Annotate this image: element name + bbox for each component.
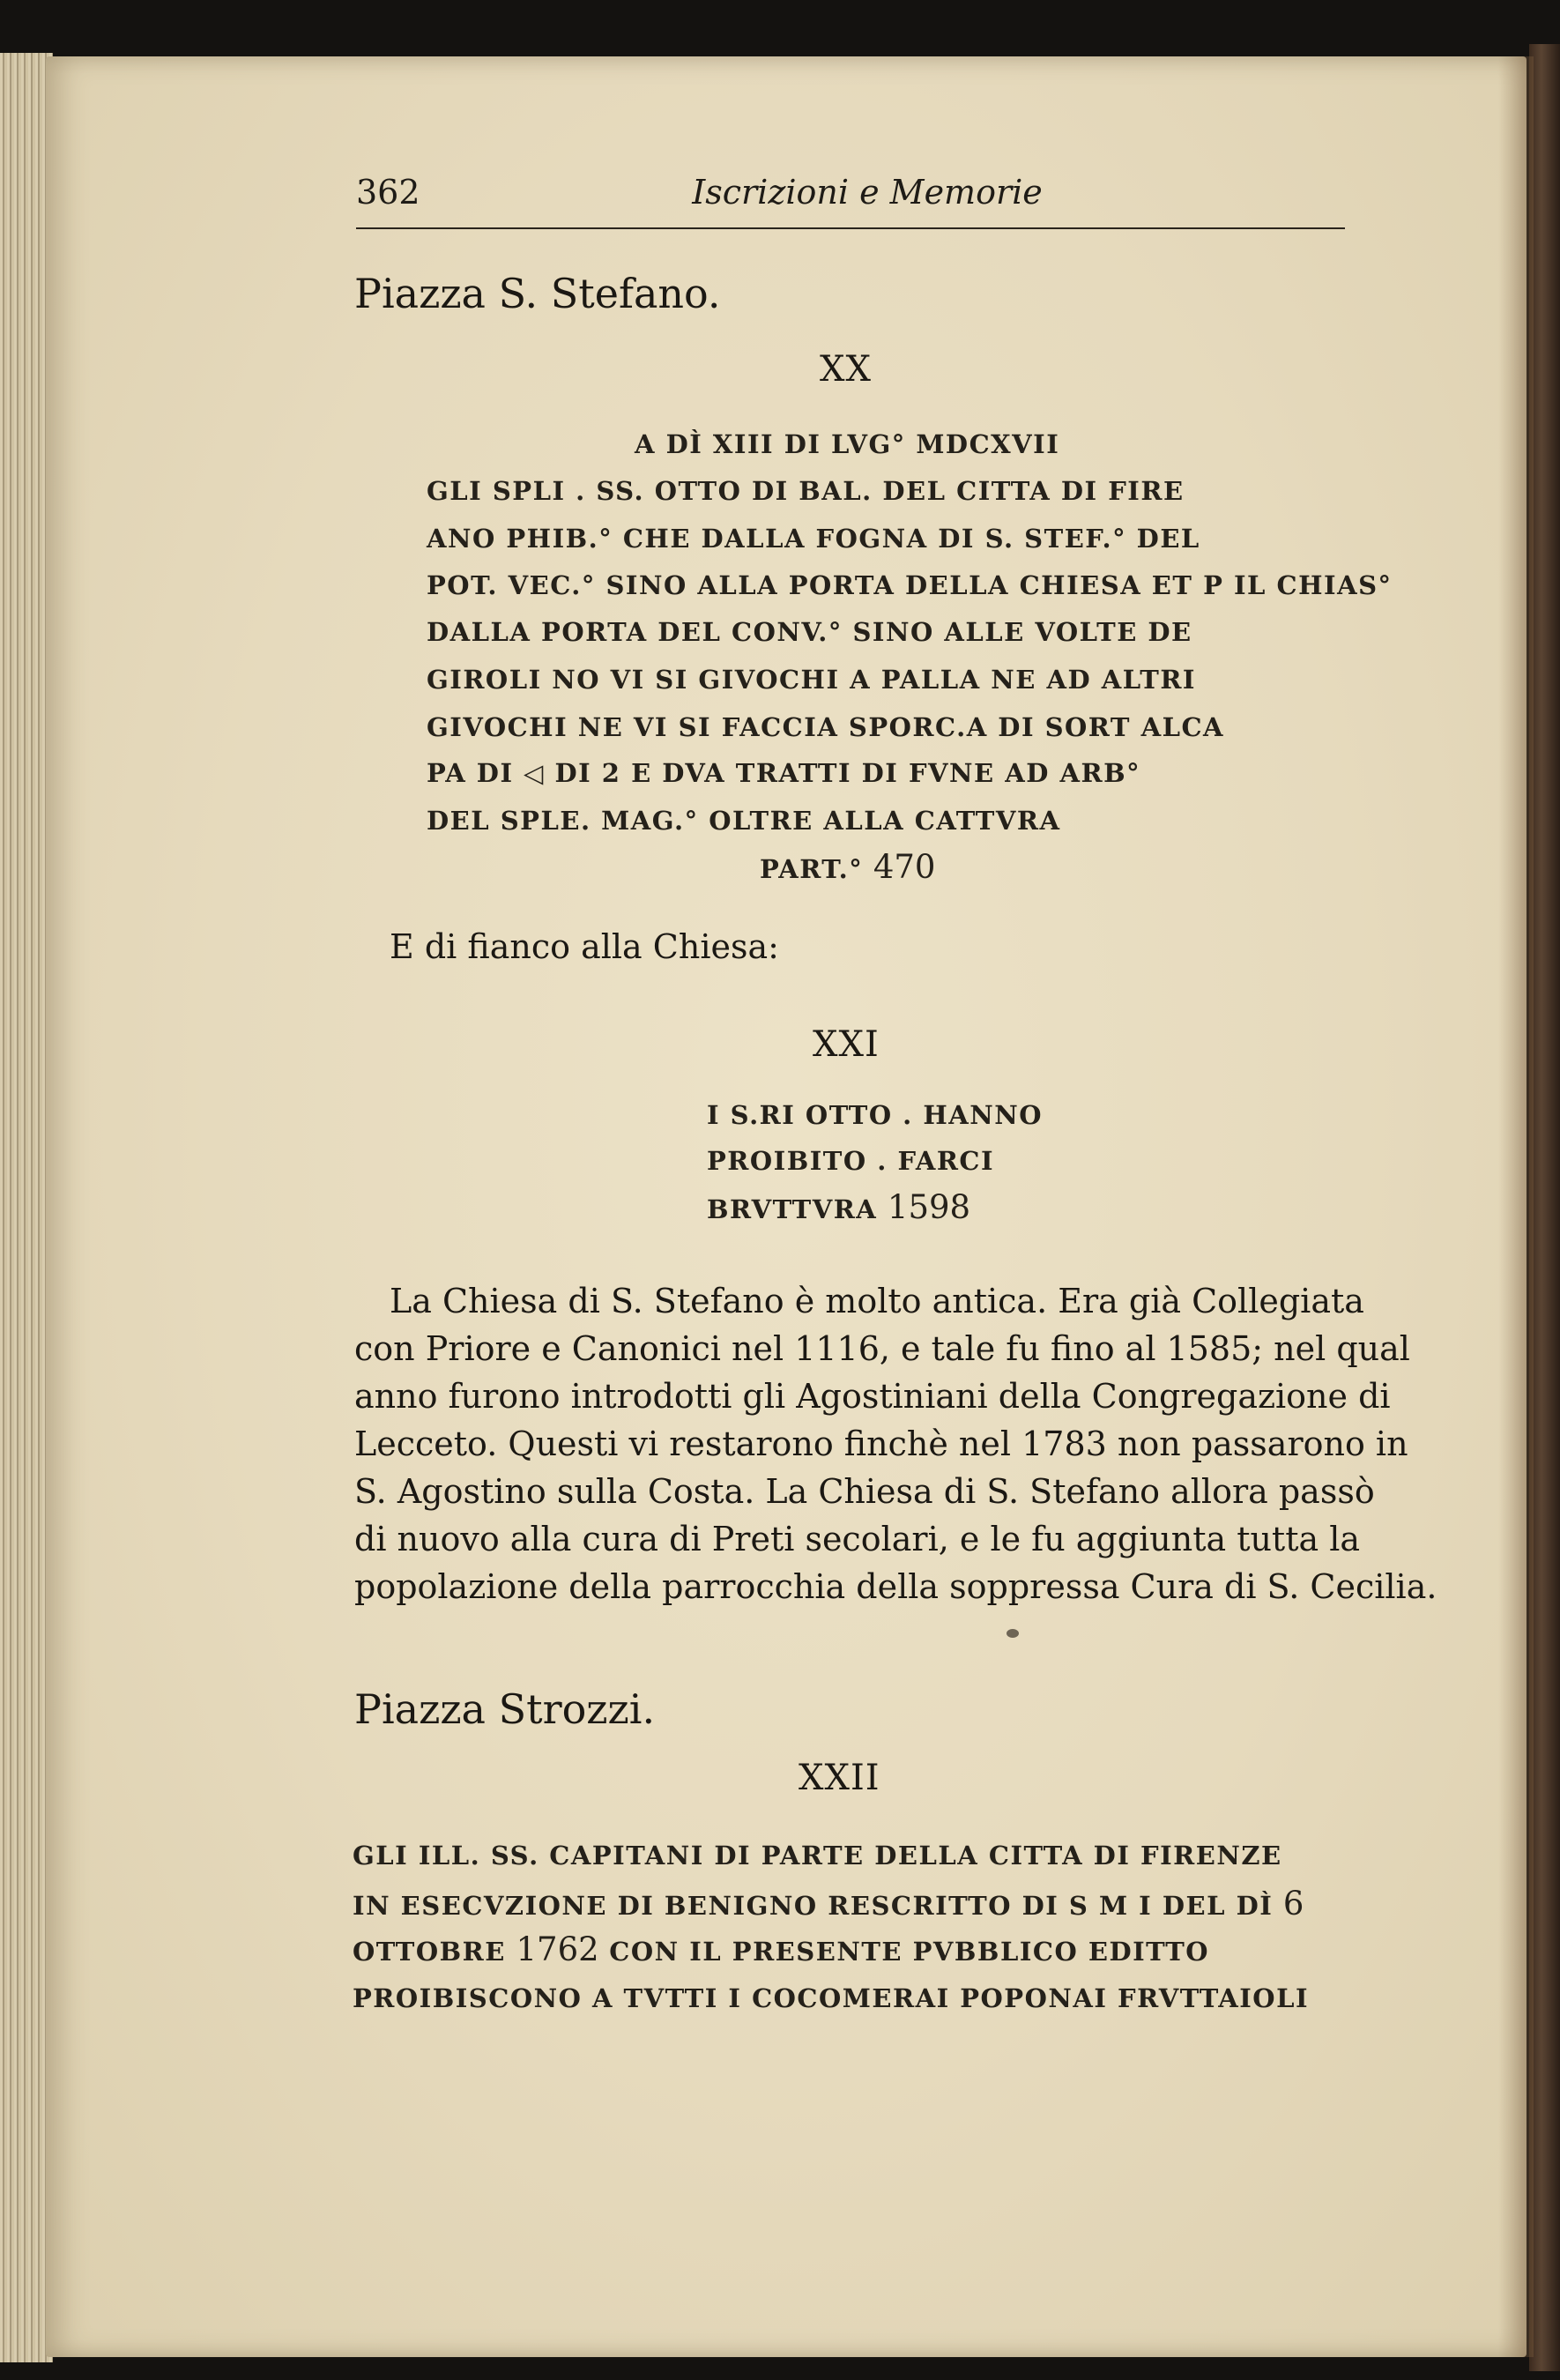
paragraph-line: Lecceto. Questi vi restarono finchè nel 1783 non passarono in bbox=[354, 1424, 1408, 1463]
inscription-line bbox=[353, 1885, 1304, 1923]
page-block-edge bbox=[0, 53, 53, 2362]
inscription-numeral-xxi: XXI bbox=[813, 1024, 880, 1065]
inscription-line: PROIBISCONO A TVTTI I COCOMERAI POPONAI FRVTTAIOLI bbox=[353, 1983, 1310, 2013]
inscription-line bbox=[707, 1188, 970, 1226]
inscription-line bbox=[760, 848, 935, 886]
section-heading-strozzi: Piazza Strozzi. bbox=[354, 1685, 656, 1733]
inscription-line-text: PART.° bbox=[760, 854, 864, 884]
inscription-line-text: BRVTTVRA bbox=[707, 1194, 878, 1224]
paragraph-line: La Chiesa di S. Stefano è molto antica. Era già Collegiata bbox=[390, 1282, 1364, 1320]
inscription-line: DEL SPLE. MAG.° OLTRE ALLA CATTVRA bbox=[427, 806, 1061, 836]
inscription-line-text: CON IL PRESENTE PVBBLICO EDITTO bbox=[609, 1937, 1210, 1967]
inscription-line: ANO PHIB.° CHE DALLA FOGNA DI S. STEF.° DEL bbox=[427, 524, 1200, 554]
book-cover-edge bbox=[1529, 44, 1560, 2371]
paragraph-line: popolazione della parrocchia della soppressa Cura di S. Cecilia. bbox=[354, 1567, 1437, 1606]
section-heading-santo-stefano: Piazza S. Stefano. bbox=[354, 270, 721, 317]
inscription-line: GLI SPLI . SS. OTTO DI BAL. DEL CITTA DI FIRE bbox=[427, 476, 1185, 506]
inscription-line: I S.RI OTTO . HANNO bbox=[707, 1100, 1044, 1130]
paragraph-line: con Priore e Canonici nel 1116, e tale fu fino al 1585; nel qual bbox=[354, 1329, 1410, 1368]
page-gutter-shadow bbox=[1498, 56, 1534, 2357]
inscription-line: GLI ILL. SS. CAPITANI DI PARTE DELLA CITTA DI FIRENZE bbox=[353, 1841, 1282, 1871]
inscription-line-text: OTTOBRE bbox=[353, 1937, 506, 1967]
page-number: 362 bbox=[356, 173, 420, 212]
running-title: Iscrizioni e Memorie bbox=[692, 173, 1043, 212]
header-rule bbox=[356, 227, 1345, 229]
intro-text: E di fianco alla Chiesa: bbox=[390, 927, 779, 966]
inscription-numeral-xxii: XXII bbox=[799, 1758, 880, 1798]
inscription-line: GIROLI NO VI SI GIVOCHI A PALLA NE AD ALTRI bbox=[427, 665, 1197, 695]
inscription-line: PA DI ◁ DI 2 E DVA TRATTI DI FVNE AD ARB° bbox=[427, 758, 1141, 788]
inscription-line bbox=[353, 1930, 1209, 1968]
inscription-line: GIVOCHI NE VI SI FACCIA SPORC.A DI SORT ALCA bbox=[427, 712, 1225, 742]
paragraph-line: anno furono introdotti gli Agostiniani della Congregazione di bbox=[354, 1377, 1391, 1416]
inscription-number: 1598 bbox=[887, 1188, 971, 1226]
inscription-line: PROIBITO . FARCI bbox=[707, 1146, 995, 1176]
inscription-line: POT. VEC.° SINO ALLA PORTA DELLA CHIESA ET P IL CHIAS° bbox=[427, 570, 1393, 600]
inscription-number: 470 bbox=[873, 848, 936, 886]
inscription-line-text: IN ESECVZIONE DI BENIGNO RESCRITTO DI S M I DEL DÌ bbox=[353, 1891, 1274, 1921]
ink-smudge bbox=[1007, 1629, 1019, 1638]
inscription-numeral-xx: XX bbox=[820, 349, 872, 390]
inscription-line: A DÌ XIII DI LVG° MDCXVII bbox=[635, 429, 1060, 459]
paragraph-line: S. Agostino sulla Costa. La Chiesa di S. Stefano allora passò bbox=[354, 1472, 1375, 1511]
inscription-number: 6 bbox=[1282, 1885, 1304, 1923]
paragraph-line: di nuovo alla cura di Preti secolari, e le fu aggiunta tutta la bbox=[354, 1520, 1361, 1558]
inscription-number: 1762 bbox=[516, 1930, 599, 1968]
inscription-line: DALLA PORTA DEL CONV.° SINO ALLE VOLTE DE bbox=[427, 617, 1192, 647]
running-header bbox=[356, 167, 1345, 220]
